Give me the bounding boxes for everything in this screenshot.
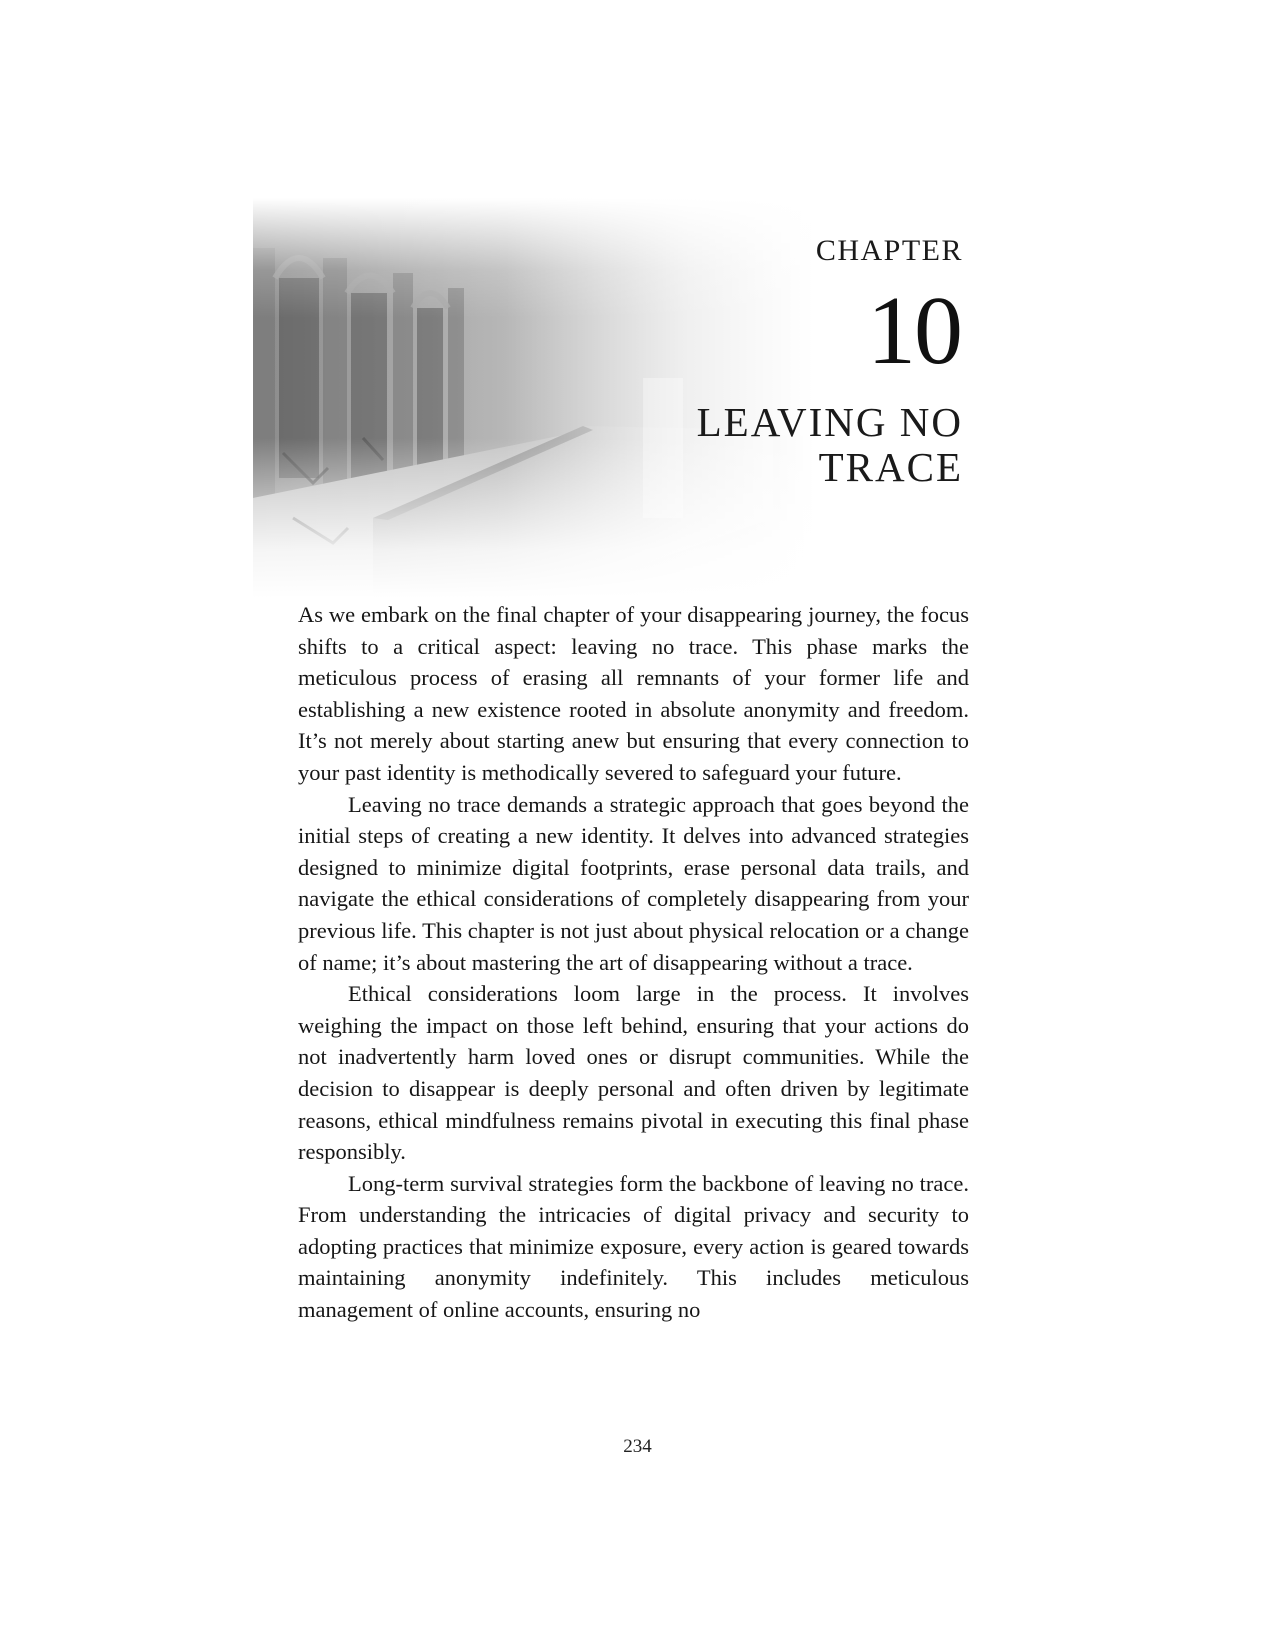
chapter-body: [298, 599, 969, 1326]
chapter-number: 10: [867, 277, 961, 385]
chapter-label: CHAPTER: [815, 234, 963, 267]
paragraph: As we embark on the final chapter of your disappearing journey, the focus shifts to a critical aspect: leaving no trace. This phase marks the meticulous process of erasing all remnants of your former life and establishing a new existence rooted in absolute anonymity and freedom. It’s not merely about starting anew but ensuring that every connection to your past identity is methodically severed to safeguard your future.: [298, 602, 969, 785]
paragraph: Long-term survival strategies form the backbone of leaving no trace. From understanding the intricacies of digital privacy and security to adopting practices that minimize exposure, every action is geared towards maintaining anonymity indefinitely. This includes meticulous management of online accounts, ensuring no: [298, 1170, 969, 1323]
chapter-title: LEAVING NO TRACE: [696, 399, 963, 490]
paragraph: Ethical considerations loom large in the process. It involves weighing the impact on those left behind, ensuring that your actions do not inadvertently harm loved ones or disrupt communities. While the decision to disappear is deeply personal and often driven by legitimate reasons, ethical mindfulness remains pivotal in executing this final phase responsibly.: [298, 981, 969, 1165]
paragraph: Leaving no trace demands a strategic approach that goes beyond the initial steps of creating a new identity. It delves into advanced strategies designed to minimize digital footprints, erase personal data trails, and navigate the ethical considerations of completely disappearing from your previous life. This chapter is not just about physical relocation or a change of name; it’s about mastering the art of disappearing without a trace.: [298, 791, 969, 975]
page-number: 234: [623, 1436, 652, 1457]
